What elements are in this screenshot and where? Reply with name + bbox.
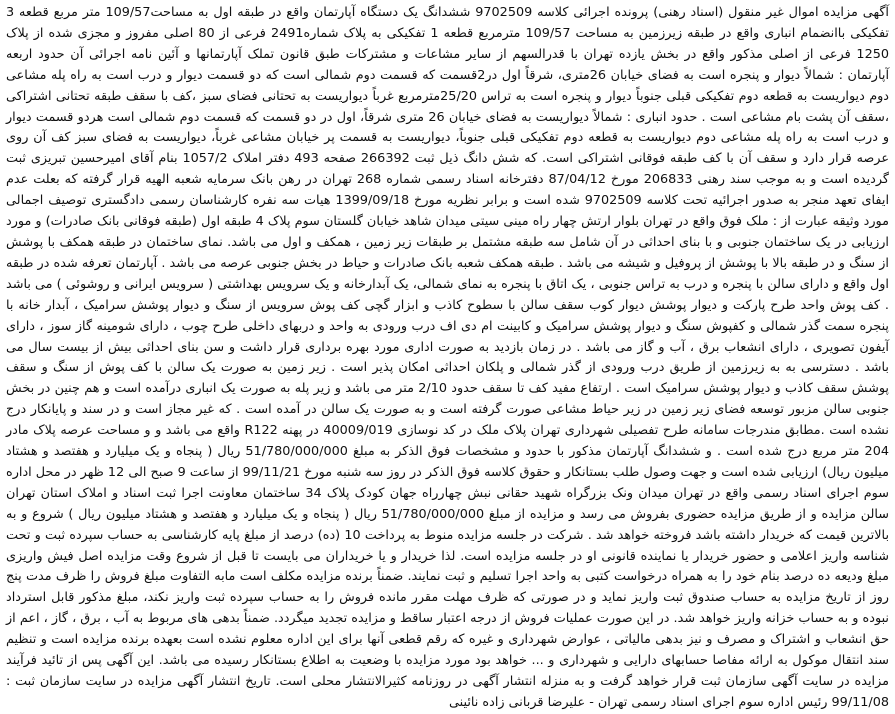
auction-notice-text: آگهی مزایده اموال غیر منقول (اسناد رهنی) پرونده اجرائی کلاسه 9702509 ششدانگ یک دستگاه آپارتمان واقع در طبقه اول به مساحت109/57 متر مربع قطعه 3 تفکیکی باانضمام انباری واقع در طبقه زیرزمین به مساحت 109/57 مترمربع قطعه 1 تفکیکی به پلاک شماره2491 فرعی از 80 اصلی مفروز و مجزی شده از پلاک 1250 فرعی از اصلی مذکور واقع در بخش یازده تهران با قدرالسهم از سایر مشاعات و مشترکات طبق قانون تملک آپارتمانها و آئین نامه اجرائی آن حدود اربعه آپارتمان : شمالاً دیوار و پنجره است به فضای خیابان 26متری، شرقاً اول در2قسمت که قسمت دوم شمالی است که دو قسمت دیوار و درب است به راه پله مشاعی دوم دیواریست به قطعه دوم تفکیکی قبلی جنوباً دیوار و پنجره است به تراس 25/20مترمربع غرباً دیواریست به تحتانی فضای سبز ،کف با سقف طبقه تحتانی اشتراکی ،سقف آن پشت بام مشاعی است . حدود انباری : شمالاً دیواریست به فضای خیابان 26 متری شرقاً، اول در دو قسمت که قسمت دوم شمالی است هردو قسمت دیوار و درب است به راه پله مشاعی دوم دیواریست به قطعه دوم تفکیکی قبلی جنوباً، دیواریست به قسمت پر خیابان مشاعی غرباً، دیواریست به فضای سبز کف آن روی عرصه قرار دارد و سقف آن با کف طبقه فوقانی اشتراکی است. که شش دانگ ذیل ثبت 266392 صفحه 493 دفتر املاک 1057/2 بنام آقای امیرحسین تبریزی ثبت گردیده است و به موجب سند رهنی 206833 مورخ 87/04/12 دفترخانه اسناد رسمی شماره 268 تهران در رهن بانک سرمایه شعبه الهیه قرار گرفته که بعلت عدم ایفای تعهد منجر به صدور اجرائیه تحت کلاسه 9702509 شده است و برابر نظریه مورخ 1399/09/18 هیات سه نفره کارشناسان رسمی دادگستری توصیف اجمالی مورد وثیقه عبارت از : ملک فوق واقع در تهران بلوار ارتش چهار راه مینی سیتی میدان شاهد خیابان گلستان سوم پلاک 4 طبقه اول (طبقه فوقانی بانک صادرات) و مورد ارزیابی در یک ساختمان جنوبی و با بنای احداثی در آن شامل سه طبقه مشتمل بر طبقات زیر زمین ، همکف و اول می باشد. نمای ساختمان در طبقه همکف با پوشش از سنگ و در طبقه بالا با پوشش از پروفیل و شیشه می باشد . طبقه همکف شعبه بانک صادرات و حیاط در بخش جنوبی عرصه می باشد . آپارتمان تعرفه شده در طبقه اول واقع و دارای سالن با پنجره و درب به تراس جنوبی ، یک اتاق با پنجره به نمای شمالی، یک آبدارخانه و یک سرویس بهداشتی ( سرویس ایرانی و روشوئی ) می باشد . کف پوش واحد طرح پارکت و دیوار پوشش دیوار کوب سقف سالن با سطوح کاذب و ابزار گچی کف پوش سرویس از سنگ و دیوار پوشش سرامیک ، آبدار خانه با پنجره سمت گذر شمالی و کفپوش سنگ و دیوار پوشش سرامیک و کابینت ام دی اف درب ورودی به واحد و دربهای داخلی طرح چوب ، دارای شومینه گاز سوز ، دارای آیفون تصویری ، دارای انشعاب برق ، آب و گاز می باشد . در زمان بازدید به صورت اداری مورد بهره برداری قرار داشت و سن بنای احداثی بیش از بیست سال می باشد . دسترسی به به زیرزمین از طریق درب ورودی از گذر شمالی و پلکان احداثی امکان پذیر است . زیر زمین به صورت یک سالن با کف پوش از سنگ و سقف پوشش سقف کاذب و دیوار پوشش سرامیک است . ارتفاع مفید کف تا سقف حدود 2/10 متر می باشد و زیر پله به صورت یک انباری درآمده است و هم چنین در بخش جنوبی سالن مزبور توسعه فضای زیر زمین در زیر حیاط مشاعی صورت گرفته است و به صورت یک سالن در آمده است . که غیر مجاز است و در سند و پایانکار درج نشده است .مطابق مندرجات سامانه طرح تفصیلی شهرداری تهران پلاک ملک در کد نوسازی 40009/019 در پهنه R122 واقع می باشد و و مساحت عرصه پلاک مادر 204 متر مربع درج شده است . و ششدانگ آپارتمان مذکور با حدود و مشخصات فوق الذکر به مبلغ 51/780/000/000 ریال ( پنجاه و یک میلیارد و هفتصد و هشتاد میلیون ریال) ارزیابی شده است و جهت وصول طلب بستانکار و حقوق کلاسه فوق الذکر در روز سه شنبه مورخ 99/11/21 از ساعت 9 صبح الی 12 ظهر در محل اداره سوم اجرای اسناد رسمی واقع در تهران میدان ونک بزرگراه شهید حقانی نبش چهارراه جهان کودک پلاک 34 ساختمان معاونت اجرا ثبت اسناد و املاک استان تهران سالن مزایده و از طریق مزایده حضوری بفروش می رسد و مزایده از مبلغ 51/780/000/000 ریال ( پنجاه و یک میلیارد و هفتصد و هشتاد میلیون ریال ) شروع و به بالاترین قیمت که خریدار داشته باشد فروخته خواهد شد . شرکت در جلسه مزایده منوط به پرداخت 10 (ده) درصد از مبلغ پایه کارشناسی به حساب سپرده ثبت و تحت شناسه واریز اعلامی و حضور خریدار یا نماینده قانونی او در جلسه مزایده است. لذا خریدار و یا خریداران می بایست تا قبل از شروع وقت مزایده اصل فیش واریزی مبلغ ودیعه ده درصد بنام خود را به همراه درخواست کتبی به واحد اجرا تسلیم و ثبت نمایند. ضمناً برنده مزایده مکلف است مابه التفاوت مبلغ فروش را ظرف مدت پنج روز از تاریخ مزایده به حساب صندوق ثبت واریز نماید و در صورتی که ظرف مهلت مقرر مانده فروش را به حساب سپرده ثبت واریز نکند، مبلغ مذکور قابل استرداد نبوده و به حساب خزانه واریز خواهد شد. در این صورت عملیات فروش از درجه اعتبار ساقط و مزایده تجدید میگردد. ضمناً بدهی های مربوط به آب ، برق ، گاز ، اعم از حق انشعاب و اشتراک و مصرف و نیز بدهی مالیاتی ، عوارض شهرداری و غیره که رقم قطعی آنها برای این اداره معلوم نشده است بعهده برنده مزایده است و تنظیم سند انتقال موکول به ارائه مفاصا حسابهای دارایی و شهرداری و ... خواهد بود مورد مزایده با وضعیت به اطلاع بستانکار رسیده می باشد. این آگهی پس از تائید فرآیند مزایده در سایت آگهی سازمان ثبت قرار خواهد گرفت و به منزله انتشار آگهی در روزنامه کثیرالانتشار محلی است. تاریخ انتشار آگهی مزایده در سایت سازمان ثبت : 99/11/08 رئیس اداره سوم اجرای اسناد رسمی تهران - علیرضا قربانی زاده نائینی bbox=[6, 5, 890, 710]
